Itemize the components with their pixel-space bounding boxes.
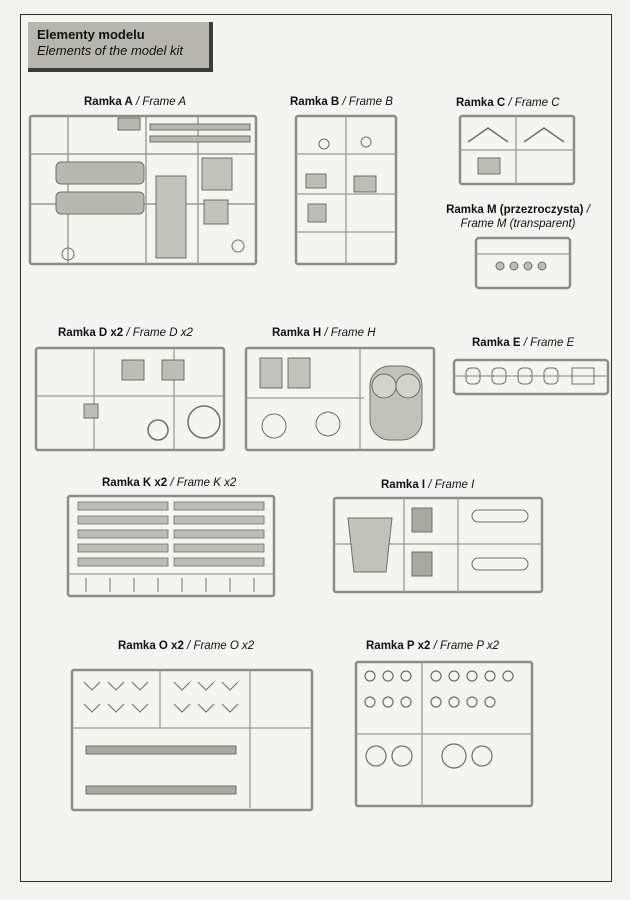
caption-frame-a [84, 96, 186, 108]
frame-p-label-pl: Ramka P x2 [366, 640, 431, 652]
frame-a-label-en: / Frame A [132, 96, 187, 108]
frame-m-label-pl: Ramka M (przezroczysta) [446, 204, 584, 216]
caption-frame-m [432, 203, 604, 231]
frame-o-label-pl: Ramka O x2 [118, 640, 184, 652]
sprue-frame-b-drawing [294, 114, 398, 266]
sprue-frame-i-drawing [332, 496, 544, 594]
frame-h-label-pl: Ramka H [272, 327, 322, 339]
frame-e-label-en: / Frame E [520, 337, 575, 349]
section-title-en: Elements of the model kit [37, 43, 183, 58]
frame-p-label-en: / Frame P x2 [430, 640, 499, 652]
frame-m-label-en-2: Frame M (transparent) [460, 218, 576, 230]
frame-k-label-pl: Ramka K x2 [102, 477, 168, 489]
frame-i-label-pl: Ramka I [381, 479, 426, 491]
frame-d-label-en: / Frame D x2 [123, 327, 193, 339]
frame-d-label-pl: Ramka D x2 [58, 327, 124, 339]
sprue-frame-p-drawing [354, 660, 534, 808]
frame-i-label-en: / Frame I [425, 479, 475, 491]
frame-m-label-en-1: / [583, 204, 590, 216]
sprue-frame-c-drawing [458, 114, 576, 186]
frame-h-label-en: / Frame H [321, 327, 376, 339]
caption-frame-o [118, 640, 254, 652]
frame-k-label-en: / Frame K x2 [167, 477, 237, 489]
sprue-frame-o-drawing [70, 668, 314, 812]
frame-c-label-pl: Ramka C [456, 97, 506, 109]
caption-frame-i [381, 479, 474, 491]
frame-b-label-pl: Ramka B [290, 96, 340, 108]
sprue-frame-d-drawing [34, 346, 226, 452]
caption-frame-h [272, 327, 376, 339]
frame-e-label-pl: Ramka E [472, 337, 521, 349]
frame-c-label-en: / Frame C [505, 97, 560, 109]
sprue-frame-h-drawing [244, 346, 436, 452]
caption-frame-k [102, 477, 236, 489]
sprue-frame-k-drawing [66, 494, 276, 598]
section-title-pl: Elementy modelu [37, 27, 145, 42]
sprue-frame-e-drawing [452, 358, 610, 396]
caption-frame-d [58, 327, 193, 339]
caption-frame-e [472, 337, 574, 349]
section-header [28, 22, 213, 72]
sprue-frame-a-drawing [28, 114, 258, 266]
caption-frame-p [366, 640, 499, 652]
sprue-frame-m-drawing [474, 236, 572, 290]
frame-b-label-en: / Frame B [339, 96, 393, 108]
frame-o-label-en: / Frame O x2 [183, 640, 255, 652]
caption-frame-c [456, 97, 560, 109]
frame-a-label-pl: Ramka A [84, 96, 133, 108]
caption-frame-b [290, 96, 393, 108]
